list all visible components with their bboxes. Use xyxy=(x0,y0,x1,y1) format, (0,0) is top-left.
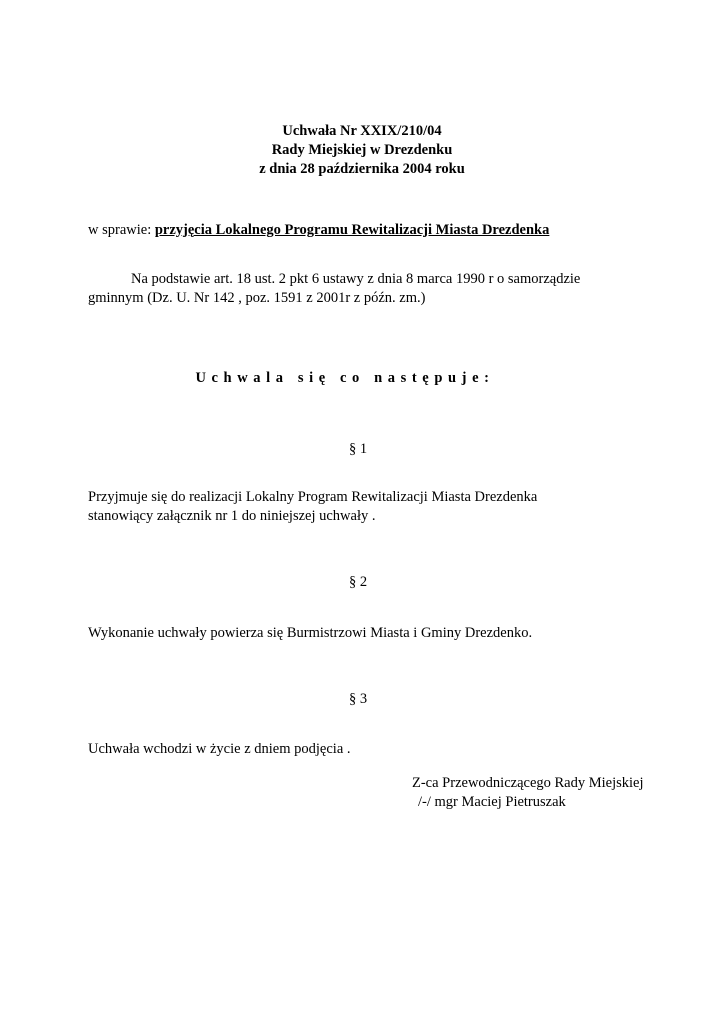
section-2-text xyxy=(88,624,532,643)
section-1-line-2: stanowiący załącznik nr 1 do niniejszej uchwały . xyxy=(88,508,376,524)
section-3-text xyxy=(88,740,351,759)
matter-prefix: w sprawie: xyxy=(88,222,155,238)
section-3-line-1: Uchwała wchodzi w życie z dniem podjęcia . xyxy=(88,741,351,757)
section-1-text xyxy=(88,488,537,526)
legal-basis-line-1: Na podstawie art. 18 ust. 2 pkt 6 ustawy z dnia 8 marca 1990 r o samorządzie xyxy=(131,271,581,287)
signature-block xyxy=(412,774,644,812)
matter-subject: przyjęcia Lokalnego Programu Rewitalizacji Miasta Drezdenka xyxy=(154,222,550,238)
title-resolution-number: Uchwała Nr XXIX/210/04 xyxy=(282,123,442,139)
signature-title: Z-ca Przewodniczącego Rady Miejskiej xyxy=(412,775,644,791)
section-3-mark: § 3 xyxy=(348,691,368,707)
section-1-mark: § 1 xyxy=(348,441,368,457)
legal-basis-line-2: gminnym (Dz. U. Nr 142 , poz. 1591 z 2001r z późn. zm.) xyxy=(88,290,426,306)
section-2-line-1: Wykonanie uchwały powierza się Burmistrzowi Miasta i Gminy Drezdenko. xyxy=(88,625,533,641)
document-title xyxy=(0,122,724,179)
decree-heading: Uchwala się co następuje: xyxy=(195,370,495,386)
title-council-name: Rady Miejskiej w Drezdenku xyxy=(271,142,453,158)
section-1-line-1: Przyjmuje się do realizacji Lokalny Program Rewitalizacji Miasta Drezdenka xyxy=(88,489,538,505)
section-2-mark: § 2 xyxy=(348,574,368,590)
legal-basis xyxy=(88,270,648,308)
signature-name: /-/ mgr Maciej Pietruszak xyxy=(418,794,566,810)
title-date: z dnia 28 października 2004 roku xyxy=(259,161,465,177)
resolution-matter xyxy=(88,221,549,240)
